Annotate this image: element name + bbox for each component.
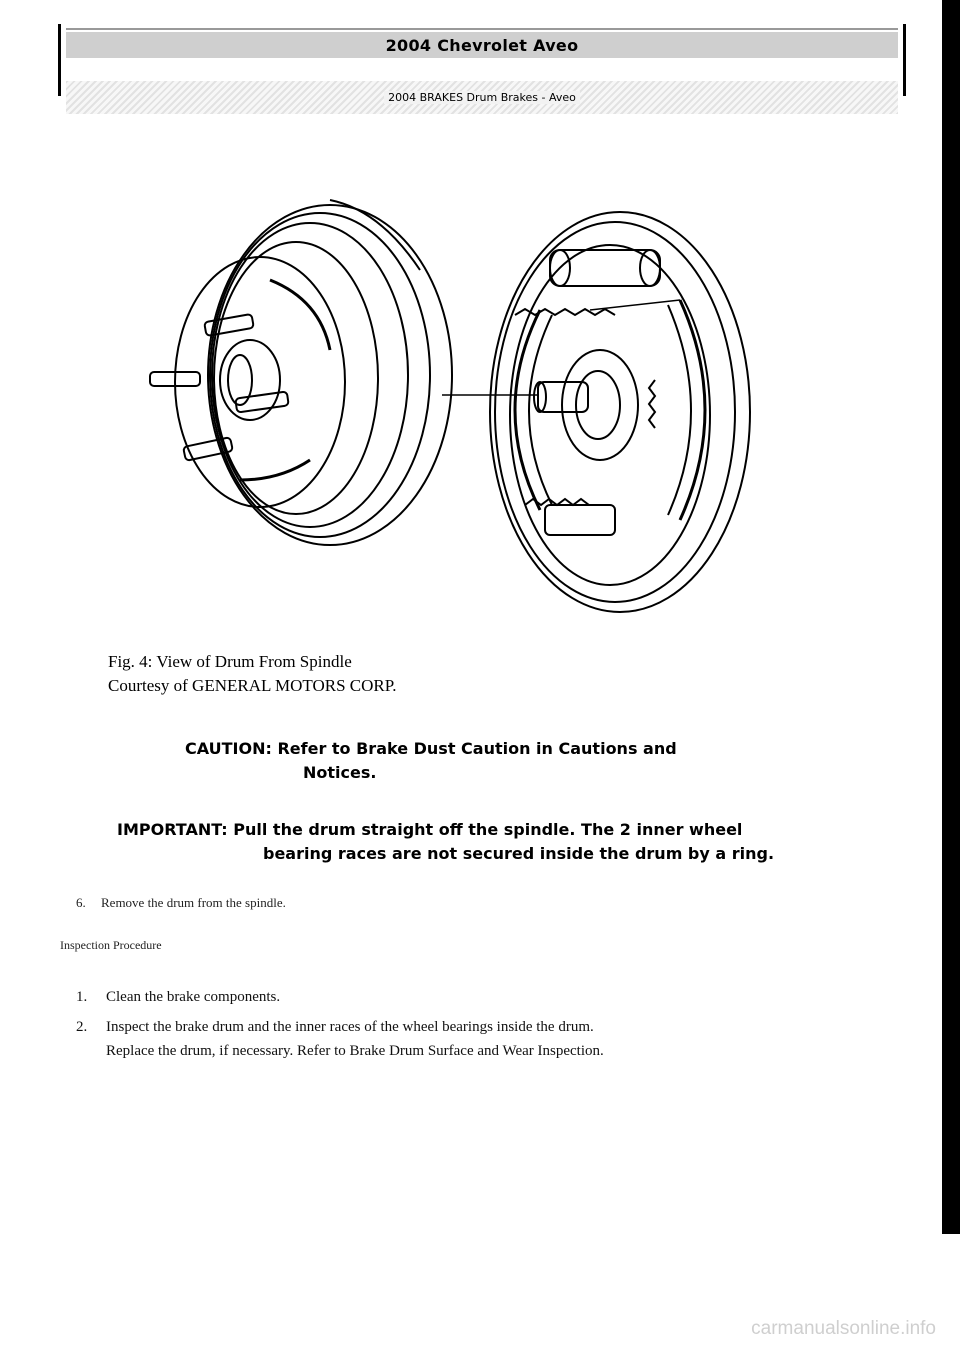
step-number: 2. (76, 1019, 88, 1035)
step-6 (76, 895, 286, 911)
page-header (58, 24, 906, 104)
important-note (117, 818, 877, 866)
step-text (106, 1015, 896, 1063)
anchor-block (545, 505, 615, 535)
right-margin-bar (942, 0, 960, 1234)
important-line-2: bearing races are not secured inside the drum by a ring. (263, 844, 775, 863)
header-title: 2004 Chevrolet Aveo (66, 32, 898, 58)
drum-brake-illustration (120, 190, 760, 630)
spindle (562, 350, 638, 460)
step-6-number: 6. (76, 895, 86, 910)
step-text-line-2: Replace the drum, if necessary. Refer to Brake Drum Surface and Wear Inspection. (106, 1043, 604, 1059)
header-right-border (903, 24, 906, 96)
caution-note (185, 737, 805, 785)
inspection-steps (76, 985, 896, 1069)
list-item (76, 985, 896, 1009)
header-subtitle-band (66, 81, 898, 114)
watermark: carmanualsonline.info (751, 1318, 936, 1339)
header-subtitle: 2004 BRAKES Drum Brakes - Aveo (384, 91, 580, 104)
caption-line-2: Courtesy of GENERAL MOTORS CORP. (108, 676, 397, 695)
step-6-text: Remove the drum from the spindle. (101, 895, 286, 910)
drum-brake-figure (120, 190, 760, 630)
wheel-studs (150, 314, 289, 461)
step-number: 1. (76, 989, 88, 1005)
caution-line-2: Notices. (303, 763, 377, 782)
step-text-line-1: Inspect the brake drum and the inner races of the wheel bearings inside the drum. (106, 1019, 594, 1035)
step-text: Clean the brake components. (106, 989, 281, 1005)
important-line-1: IMPORTANT: Pull the drum straight off the spindle. The 2 inner wheel (117, 820, 743, 839)
figure-caption (108, 650, 397, 698)
caution-line-1: CAUTION: Refer to Brake Dust Caution in Cautions and (185, 739, 677, 758)
caption-line-1: Fig. 4: View of Drum From Spindle (108, 652, 352, 671)
header-left-border (58, 24, 61, 96)
header-top-rule (66, 28, 898, 30)
list-item (76, 1015, 896, 1063)
section-title: Inspection Procedure (60, 938, 162, 952)
